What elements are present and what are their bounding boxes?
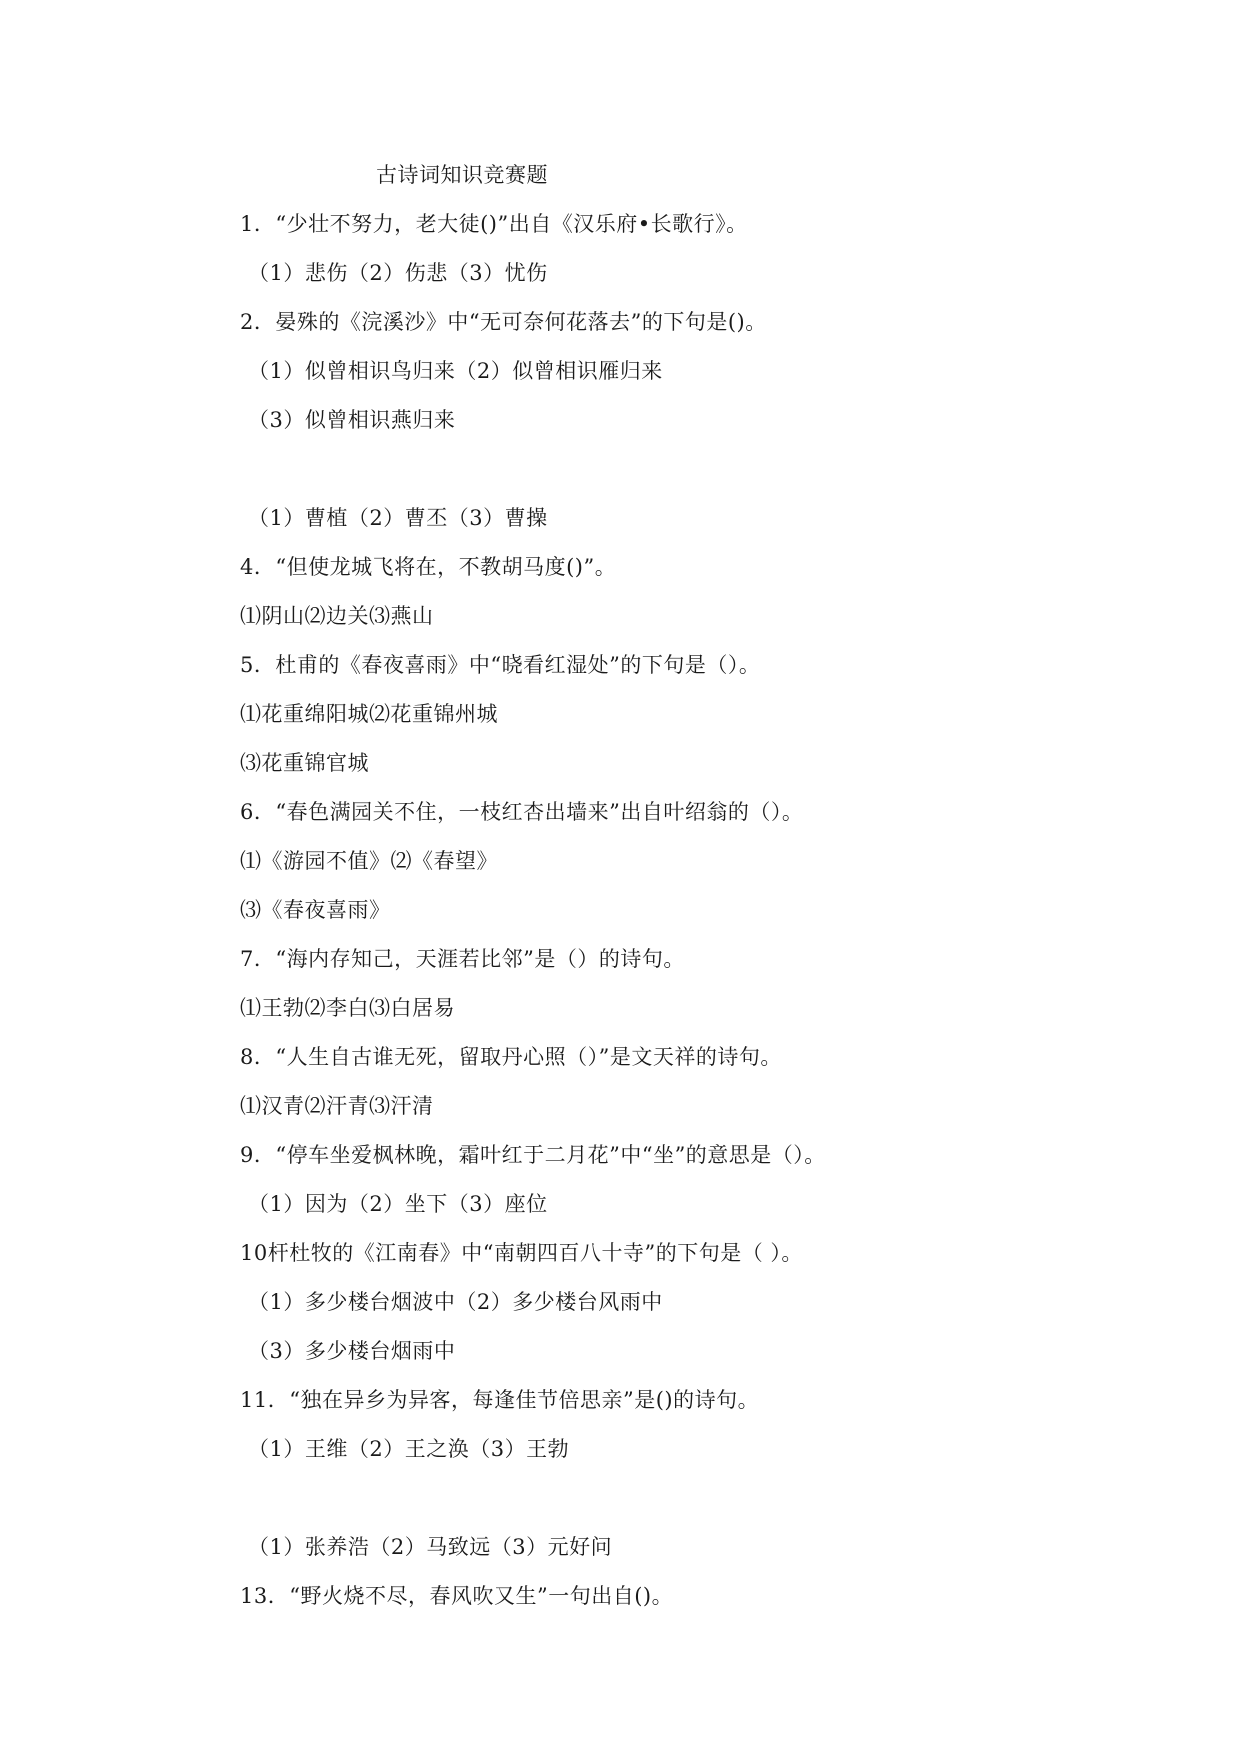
question-4-options: ⑴阴山⑵边关⑶燕山 bbox=[240, 604, 434, 628]
question-list bbox=[240, 209, 1200, 1630]
question-9-options: （1）因为（2）坐下（3）座位 bbox=[248, 1192, 548, 1216]
question-11: 11．“独在异乡为异客，每逢佳节倍思亲”是()的诗句。 bbox=[240, 1388, 760, 1412]
question-2-options-cont: （3）似曾相识燕归来 bbox=[248, 408, 456, 432]
document-title: 古诗词知识竞赛题 bbox=[376, 163, 548, 187]
question-2: 2．晏殊的《浣溪沙》中“无可奈何花落去”的下句是()。 bbox=[240, 310, 767, 334]
blank-line bbox=[240, 1483, 1200, 1532]
question-4: 4．“但使龙城飞将在，不教胡马度()”。 bbox=[240, 555, 617, 579]
question-5-options: ⑴花重绵阳城⑵花重锦州城 bbox=[240, 702, 498, 726]
question-6: 6．“春色满园关不住，一枝红杏出墙来”出自叶绍翁的（）。 bbox=[240, 800, 804, 824]
question-8: 8．“人生自古谁无死，留取丹心照（）”是文天祥的诗句。 bbox=[240, 1045, 782, 1069]
question-6-options: ⑴《游园不值》⑵《春望》 bbox=[240, 849, 498, 873]
question-11-options: （1）王维（2）王之涣（3）王勃 bbox=[248, 1437, 570, 1461]
question-2-options: （1）似曾相识鸟归来（2）似曾相识雁归来 bbox=[248, 359, 663, 383]
question-1: 1．“少壮不努力，老大徒()”出自《汉乐府•长歌行》。 bbox=[240, 212, 748, 236]
question-5-options-cont: ⑶花重锦官城 bbox=[240, 751, 369, 775]
question-5: 5．杜甫的《春夜喜雨》中“晓看红湿处”的下句是（）。 bbox=[240, 653, 761, 677]
question-7-options: ⑴王勃⑵李白⑶白居易 bbox=[240, 996, 455, 1020]
question-8-options: ⑴汉青⑵汗青⑶汗清 bbox=[240, 1094, 434, 1118]
question-7: 7．“海内存知己，天涯若比邻”是（）的诗句。 bbox=[240, 947, 685, 971]
question-1-options: （1）悲伤（2）伤悲（3）忧伤 bbox=[248, 261, 548, 285]
question-13: 13．“野火烧不尽，春风吹又生”一句出自()。 bbox=[240, 1584, 674, 1608]
question-6-options-cont: ⑶《春夜喜雨》 bbox=[240, 898, 391, 922]
question-10-options: （1）多少楼台烟波中（2）多少楼台风雨中 bbox=[248, 1290, 663, 1314]
question-9: 9．“停车坐爱枫林晚，霜叶红于二月花”中“坐”的意思是（）。 bbox=[240, 1143, 826, 1167]
blank-line bbox=[240, 454, 1200, 503]
question-10-options-cont: （3）多少楼台烟雨中 bbox=[248, 1339, 456, 1363]
question-12-options: （1）张养浩（2）马致远（3）元好问 bbox=[248, 1535, 613, 1559]
question-10: 10杆杜牧的《江南春》中“南朝四百八十寺”的下句是（ ）。 bbox=[240, 1241, 803, 1265]
question-3-options: （1）曹植（2）曹丕（3）曹操 bbox=[248, 506, 548, 530]
